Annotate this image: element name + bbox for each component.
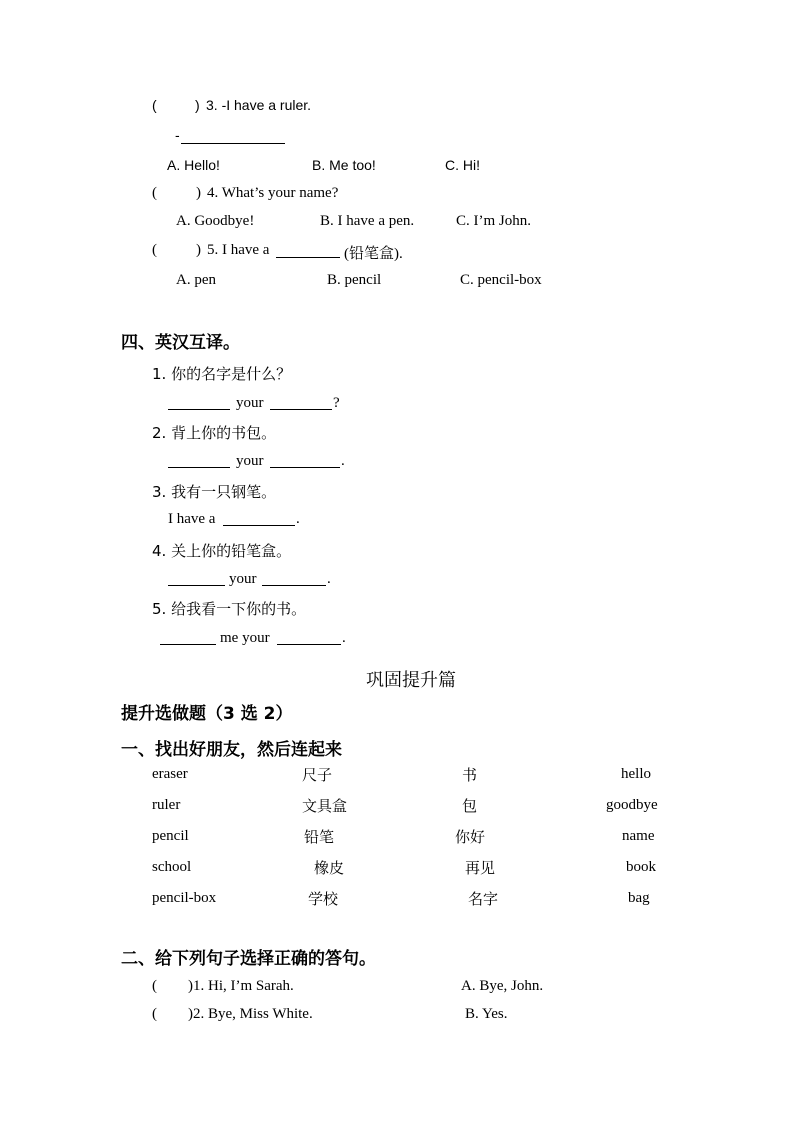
s2-row1-question: )1. Hi, I’m Sarah.	[188, 978, 294, 994]
s2-row2-question: )2. Bye, Miss White.	[188, 1006, 313, 1022]
q3-option-b: B. Me too!	[312, 157, 376, 173]
p4-item4-end: .	[327, 571, 331, 587]
p4-item2-blank1[interactable]	[168, 467, 230, 468]
p4-item5-end: .	[342, 630, 346, 646]
match-col2-item[interactable]: 尺子	[302, 766, 333, 784]
match-col1-item[interactable]: pencil	[152, 828, 189, 844]
consolidate-title: 巩固提升篇	[366, 670, 456, 691]
q5-suffix: (铅笔盒).	[344, 246, 403, 262]
q5-prefix: 5. I have a	[207, 242, 270, 258]
section2-heading: 二、给下列句子选择正确的答句。	[121, 949, 376, 969]
q4-text: 4. What’s your name?	[207, 185, 339, 201]
s2-row1-answer: A. Bye, John.	[461, 978, 544, 994]
q5-blank[interactable]	[276, 257, 340, 258]
p4-item1-mid: your	[236, 395, 264, 411]
match-col4-item[interactable]: name	[622, 828, 655, 844]
match-col4-item[interactable]: goodbye	[606, 797, 658, 813]
match-col2-item[interactable]: 文具盒	[302, 797, 348, 815]
match-col1-item[interactable]: pencil-box	[152, 890, 217, 906]
p4-item3-end: .	[296, 511, 300, 527]
q3-dash: -	[175, 127, 180, 143]
p4-item3-blank[interactable]	[223, 525, 295, 526]
match-col4-item[interactable]: book	[626, 859, 656, 875]
p4-item4-blank1[interactable]	[168, 585, 225, 586]
q4-paren-open: (	[152, 185, 157, 201]
p4-item5-mid: me your	[220, 630, 270, 646]
p4-item1-blank1[interactable]	[168, 409, 230, 410]
p4-item5-cn: 5. 给我看一下你的书。	[152, 600, 307, 618]
p4-item4-mid: your	[229, 571, 257, 587]
q3-paren-open: (	[152, 97, 157, 113]
s2-row2-paren: (	[152, 1006, 157, 1022]
q4-option-c: C. I’m John.	[456, 213, 531, 229]
q4-option-b: B. I have a pen.	[320, 213, 415, 229]
q5-option-a: A. pen	[176, 272, 216, 288]
match-col1-item[interactable]: school	[152, 859, 192, 875]
q5-paren-open: (	[152, 242, 157, 258]
p4-item3-prefix: I have a	[168, 511, 216, 527]
p4-item2-end: .	[341, 453, 345, 469]
q4-option-a: A. Goodbye!	[176, 213, 255, 229]
match-col3-item[interactable]: 再见	[465, 859, 496, 877]
q3-answer-blank[interactable]	[181, 143, 285, 144]
p4-item1-blank2[interactable]	[270, 409, 332, 410]
q5-option-c: C. pencil-box	[460, 272, 542, 288]
p4-item1-end: ?	[333, 395, 340, 411]
p4-item2-blank2[interactable]	[270, 467, 340, 468]
q5-option-b: B. pencil	[327, 272, 382, 288]
match-col4-item[interactable]: hello	[621, 766, 651, 782]
p4-item3-cn: 3. 我有一只钢笔。	[152, 483, 277, 501]
match-col3-item[interactable]: 名字	[468, 890, 499, 908]
match-col3-item[interactable]: 你好	[455, 828, 486, 846]
q5-paren-close: )	[196, 242, 201, 258]
part4-heading: 四、英汉互译。	[121, 333, 240, 353]
p4-item5-blank1[interactable]	[160, 644, 216, 645]
match-col1-item[interactable]: eraser	[152, 766, 188, 782]
q3-option-a: A. Hello!	[167, 157, 220, 173]
match-col2-item[interactable]: 学校	[308, 890, 339, 908]
q3-paren-close: )	[195, 97, 200, 113]
q3-text: 3. -I have a ruler.	[206, 97, 312, 113]
match-col4-item[interactable]: bag	[628, 890, 650, 906]
q4-paren-close: )	[196, 185, 201, 201]
match-col3-item[interactable]: 书	[462, 766, 478, 784]
p4-item2-cn: 2. 背上你的书包。	[152, 424, 277, 442]
match-col3-item[interactable]: 包	[462, 797, 478, 815]
match-col1-item[interactable]: ruler	[152, 797, 181, 813]
p4-item2-mid: your	[236, 453, 264, 469]
p4-item5-blank2[interactable]	[277, 644, 341, 645]
section1-heading: 一、找出好朋友，然后连起来	[121, 740, 342, 760]
q3-option-c: C. Hi!	[445, 157, 480, 173]
s2-row2-answer: B. Yes.	[465, 1006, 508, 1022]
match-col2-item[interactable]: 橡皮	[314, 859, 345, 877]
p4-item4-blank2[interactable]	[262, 585, 326, 586]
s2-row1-paren: (	[152, 978, 157, 994]
p4-item4-cn: 4. 关上你的铅笔盒。	[152, 542, 292, 560]
match-col2-item[interactable]: 铅笔	[304, 828, 335, 846]
consolidate-subtitle: 提升选做题（3 选 2）	[121, 704, 293, 724]
p4-item1-cn: 1. 你的名字是什么？	[152, 365, 292, 383]
